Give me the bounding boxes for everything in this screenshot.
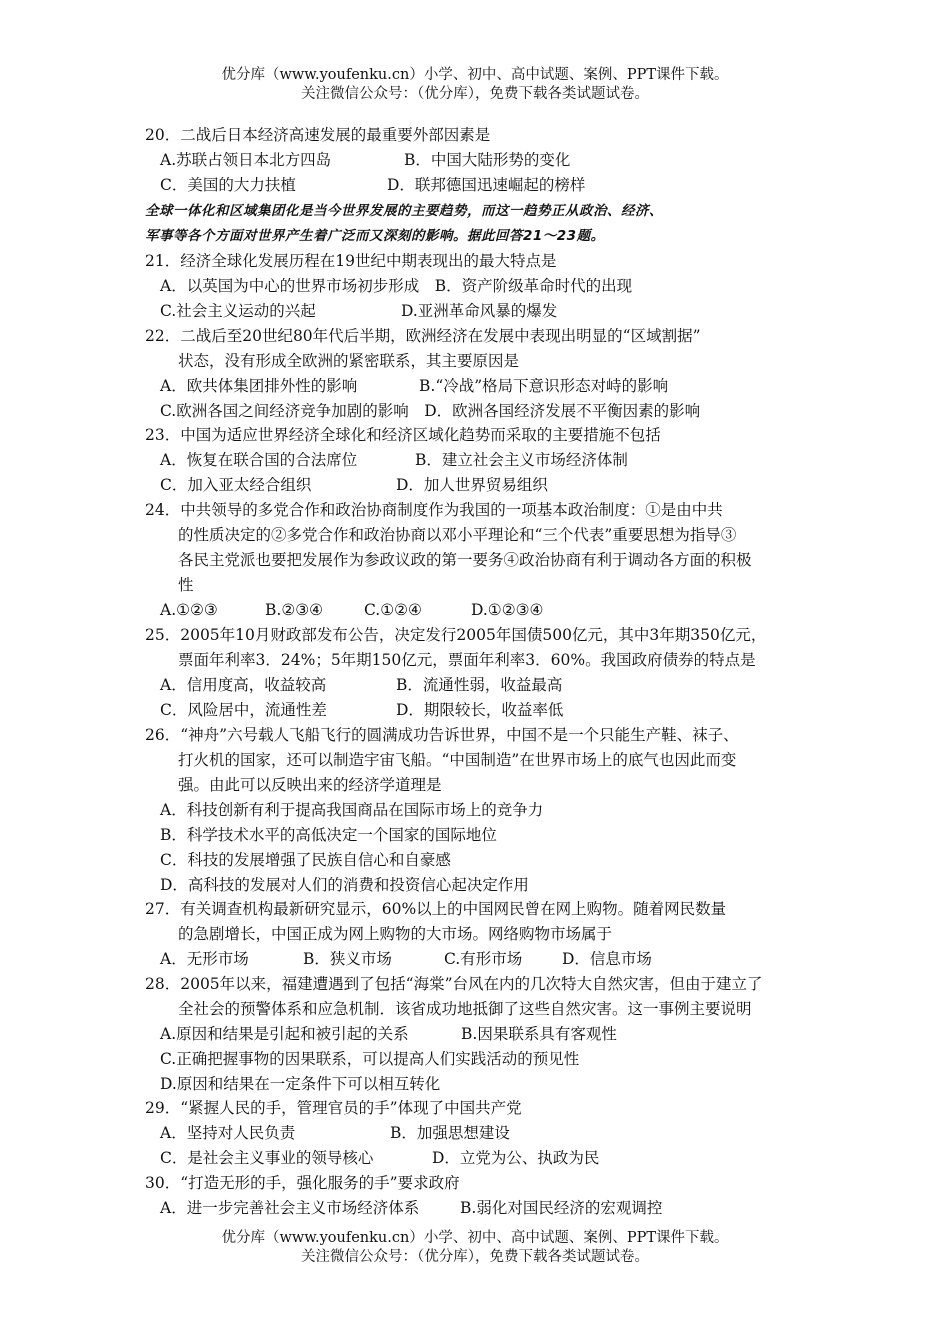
- q20-option-c: C．美国的大力扶植: [160, 176, 296, 194]
- q26-option-b: B．科学技术水平的高低决定一个国家的国际地位: [160, 826, 497, 844]
- q27-option-a: A．无形市场: [160, 950, 249, 968]
- q26-stem-2: 打火机的国家，还可以制造宇宙飞船。“中国制造”在世界市场上的底气也因此而变: [178, 751, 737, 769]
- q30-option-a: A．进一步完善社会主义市场经济体系: [160, 1199, 420, 1217]
- q21-stem: 21．经济全球化发展历程在19世纪中期表现出的最大特点是: [145, 252, 557, 270]
- q24-stem-4: 性: [178, 576, 194, 594]
- q25-option-a: A．信用度高，收益较高: [160, 676, 327, 694]
- q27-option-d: D．信息市场: [562, 950, 652, 968]
- q21-option-d: D.亚洲革命风暴的爆发: [401, 302, 558, 320]
- q23-stem: 23．中国为适应世界经济全球化和经济区域化趋势而采取的主要措施不包括: [145, 426, 661, 444]
- q28-option-b: B.因果联系具有客观性: [461, 1025, 617, 1043]
- q24-option-c: C.①②④: [364, 601, 422, 619]
- q26-option-c: C．科技的发展增强了民族自信心和自豪感: [160, 851, 451, 869]
- q24-stem-2: 的性质决定的②多党合作和政治协商以邓小平理论和“三个代表”重要思想为指导③: [178, 526, 737, 544]
- q26-option-a: A．科技创新有利于提高我国商品在国际市场上的竞争力: [160, 801, 544, 819]
- header-line-1: 优分库（www.youfenku.cn）小学、初中、高中试题、案例、PPT课件下载。: [221, 67, 729, 83]
- q29-option-c: C．是社会主义事业的领导核心: [160, 1149, 374, 1167]
- q25-stem-2: 票面年利率3．24%；5年期150亿元，票面年利率3．60%。我国政府债券的特点是: [178, 651, 756, 669]
- q20-option-d: D．联邦德国迅速崛起的榜样: [387, 176, 586, 194]
- q20-option-a: A.苏联占领日本北方四岛: [160, 151, 332, 169]
- q24-stem: 24．中共领导的多党合作和政治协商制度作为我国的一项基本政治制度：①是由中共: [145, 501, 723, 519]
- q21-options-ab: A．以英国为中心的世界市场初步形成 B．资产阶级革命时代的出现: [160, 277, 633, 295]
- q26-stem: 26．“神舟”六号载人飞船飞行的圆满成功告诉世界，中国不是一个只能生产鞋、袜子、: [145, 726, 739, 744]
- q27-stem: 27．有关调查机构最新研究显示，60%以上的中国网民曾在网上购物。随着网民数量: [145, 900, 727, 918]
- header-line-2: 关注微信公众号：（优分库），免费下载各类试题试卷。: [301, 86, 649, 102]
- q25-option-c: C．风险居中，流通性差: [160, 701, 327, 719]
- q22-options-cd: C.欧洲各国之间经济竞争加剧的影响 D．欧洲各国经济发展不平衡因素的影响: [160, 402, 701, 420]
- q27-option-c: C.有形市场: [444, 950, 523, 968]
- q20-stem: 20．二战后日本经济高速发展的最重要外部因素是: [145, 126, 491, 144]
- q24-option-b: B.②③④: [265, 601, 324, 619]
- q27-option-b: B．狭义市场: [303, 950, 392, 968]
- q28-option-c: C.正确把握事物的因果联系，可以提高人们实践活动的预见性: [160, 1050, 580, 1068]
- q24-option-a: A.①②③: [160, 601, 218, 619]
- q29-stem: 29．“紧握人民的手，管理官员的手”体现了中国共产党: [145, 1099, 522, 1117]
- q21-option-c: C.社会主义运动的兴起: [160, 302, 316, 320]
- q29-option-a: A．坚持对人民负责: [160, 1124, 296, 1142]
- q26-stem-3: 强。由此可以反映出来的经济学道理是: [178, 776, 442, 794]
- q24-option-d: D.①②③④: [471, 601, 544, 619]
- q30-option-b: B.弱化对国民经济的宏观调控: [460, 1199, 663, 1217]
- q23-option-c: C．加入亚太经合组织: [160, 476, 312, 494]
- q24-stem-3: 各民主党派也要把发展作为参政议政的第一要务④政治协商有利于调动各方面的积极: [178, 551, 752, 569]
- footer-line-1: 优分库（www.youfenku.cn）小学、初中、高中试题、案例、PPT课件下载。: [221, 1230, 729, 1246]
- q29-option-d: D．立党为公、执政为民: [432, 1149, 600, 1167]
- q23-option-a: A．恢复在联合国的合法席位: [160, 451, 358, 469]
- q23-option-d: D．加人世界贸易组织: [396, 476, 548, 494]
- q22-option-a: A．欧共体集团排外性的影响: [160, 377, 358, 395]
- q23-option-b: B．建立社会主义市场经济体制: [415, 451, 628, 469]
- q22-stem-2: 状态，没有形成全欧洲的紧密联系，其主要原因是: [178, 352, 520, 370]
- q25-option-d: D．期限较长，收益率低: [396, 701, 564, 719]
- q20-option-b: B．中国大陆形势的变化: [404, 151, 571, 169]
- page-footer: [0, 1229, 950, 1267]
- q28-stem: 28．2005年以来，福建遭遇到了包括“海棠”台风在内的几次特大自然灾害，但由于建立了: [145, 975, 763, 993]
- q25-option-b: B．流通性弱，收益最高: [396, 676, 563, 694]
- q26-option-d: D．高科技的发展对人们的消费和投资信心起决定作用: [160, 876, 529, 894]
- q22-option-b: B.“冷战”格局下意识形态对峙的影响: [419, 377, 669, 395]
- intro-line-2: 军事等各个方面对世界产生着广泛而又深刻的影响。据此回答21～23题。: [145, 228, 605, 244]
- intro-line-1: 全球一体化和区域集团化是当今世界发展的主要趋势，而这一趋势正从政治、经济、: [145, 203, 663, 219]
- q28-option-d: D.原因和结果在一定条件下可以相互转化: [160, 1075, 441, 1093]
- q28-option-a: A.原因和结果是引起和被引起的关系: [160, 1025, 409, 1043]
- footer-line-2: 关注微信公众号：（优分库），免费下载各类试题试卷。: [301, 1249, 649, 1265]
- q22-stem: 22．二战后至20世纪80年代后半期，欧洲经济在发展中表现出明显的“区域割据”: [145, 327, 701, 345]
- page-header: [0, 66, 950, 104]
- q29-option-b: B．加强思想建设: [390, 1124, 510, 1142]
- q27-stem-2: 的急剧增长，中国正成为网上购物的大市场。网络购物市场属于: [178, 925, 613, 943]
- q25-stem: 25．2005年10月财政部发布公告，决定发行2005年国债500亿元，其中3年期350亿元，: [145, 626, 767, 644]
- q28-stem-2: 全社会的预警体系和应急机制．该省成功地抵御了这些自然灾害。这一事例主要说明: [178, 1000, 752, 1018]
- q30-stem: 30．“打造无形的手，强化服务的手”要求政府: [145, 1174, 460, 1192]
